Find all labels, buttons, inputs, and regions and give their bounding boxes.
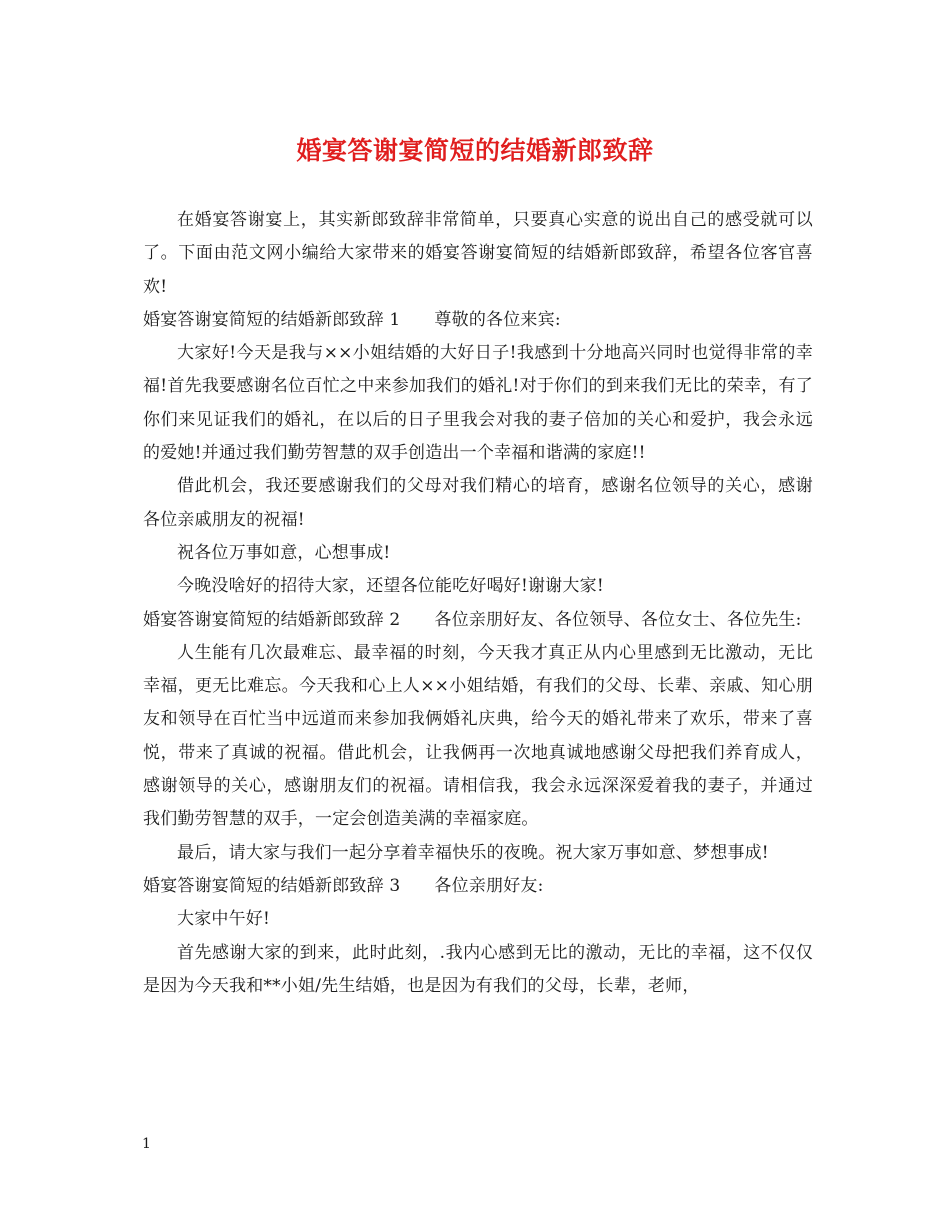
document-body xyxy=(143,204,813,1003)
body-paragraph: 首先感谢大家的到来，此时此刻，.我内心感到无比的激动，无比的幸福，这不仅仅是因为今天我和**小姐/先生结婚，也是因为有我们的父母，长辈，老师， xyxy=(143,942,813,996)
section-salutation: 各位亲朋好友、各位领导、各位女士、各位先生: xyxy=(434,609,802,630)
body-paragraph: 今晚没啥好的招待大家，还望各位能吃好喝好!谢谢大家! xyxy=(177,576,604,597)
section-title: 婚宴答谢宴简短的结婚新郎致辞 3 xyxy=(143,875,401,896)
body-paragraph: 大家中午好! xyxy=(177,909,271,930)
section-title: 婚宴答谢宴简短的结婚新郎致辞 1 xyxy=(143,309,401,330)
section-heading-2 xyxy=(143,604,813,637)
section-heading-1 xyxy=(143,304,813,337)
body-paragraph: 祝各位万事如意，心想事成! xyxy=(177,542,391,563)
document-title: 婚宴答谢宴简短的结婚新郎致辞 xyxy=(296,136,654,165)
body-paragraph: 最后，请大家与我们一起分享着幸福快乐的夜晚。祝大家万事如意、梦想事成! xyxy=(177,842,769,863)
page-number: 1 xyxy=(142,1136,151,1152)
intro-paragraph: 在婚宴答谢宴上，其实新郎致辞非常简单，只要真心实意的说出自己的感受就可以了。下面由范文网小编给大家带来的婚宴答谢宴简短的结婚新郎致辞，希望各位客官喜欢! xyxy=(143,210,813,297)
body-paragraph: 大家好!今天是我与××小姐结婚的大好日子!我感到十分地高兴同时也觉得非常的幸福!首先我要感谢名位百忙之中来参加我们的婚礼!对于你们的到来我们无比的荣幸，有了你们来见证我们的婚礼，在以后的日子里我会对我的妻子倍加的关心和爱护，我会永远的爱她!并通过我们勤劳智慧的双手创造出一个幸福和谐满的家庭!! xyxy=(143,343,813,464)
section-salutation: 各位亲朋好友: xyxy=(434,875,544,896)
body-paragraph: 人生能有几次最难忘、最幸福的时刻，今天我才真正从内心里感到无比激动，无比幸福，更无比难忘。今天我和心上人××小姐结婚，有我们的父母、长辈、亲戚、知心朋友和领导在百忙当中远道而来参加我俩婚礼庆典，给今天的婚礼带来了欢乐，带来了喜悦，带来了真诚的祝福。借此机会，让我俩再一次地真诚地感谢父母把我们养育成人，感谢领导的关心，感谢朋友们的祝福。请相信我，我会永远深深爱着我的妻子，并通过我们勤劳智慧的双手，一定会创造美满的幸福家庭。 xyxy=(143,642,813,830)
section-heading-3 xyxy=(143,870,813,903)
body-paragraph: 借此机会，我还要感谢我们的父母对我们精心的培育，感谢名位领导的关心，感谢各位亲戚朋友的祝福! xyxy=(143,476,813,530)
section-title: 婚宴答谢宴简短的结婚新郎致辞 2 xyxy=(143,609,401,630)
section-salutation: 尊敬的各位来宾: xyxy=(434,309,561,330)
